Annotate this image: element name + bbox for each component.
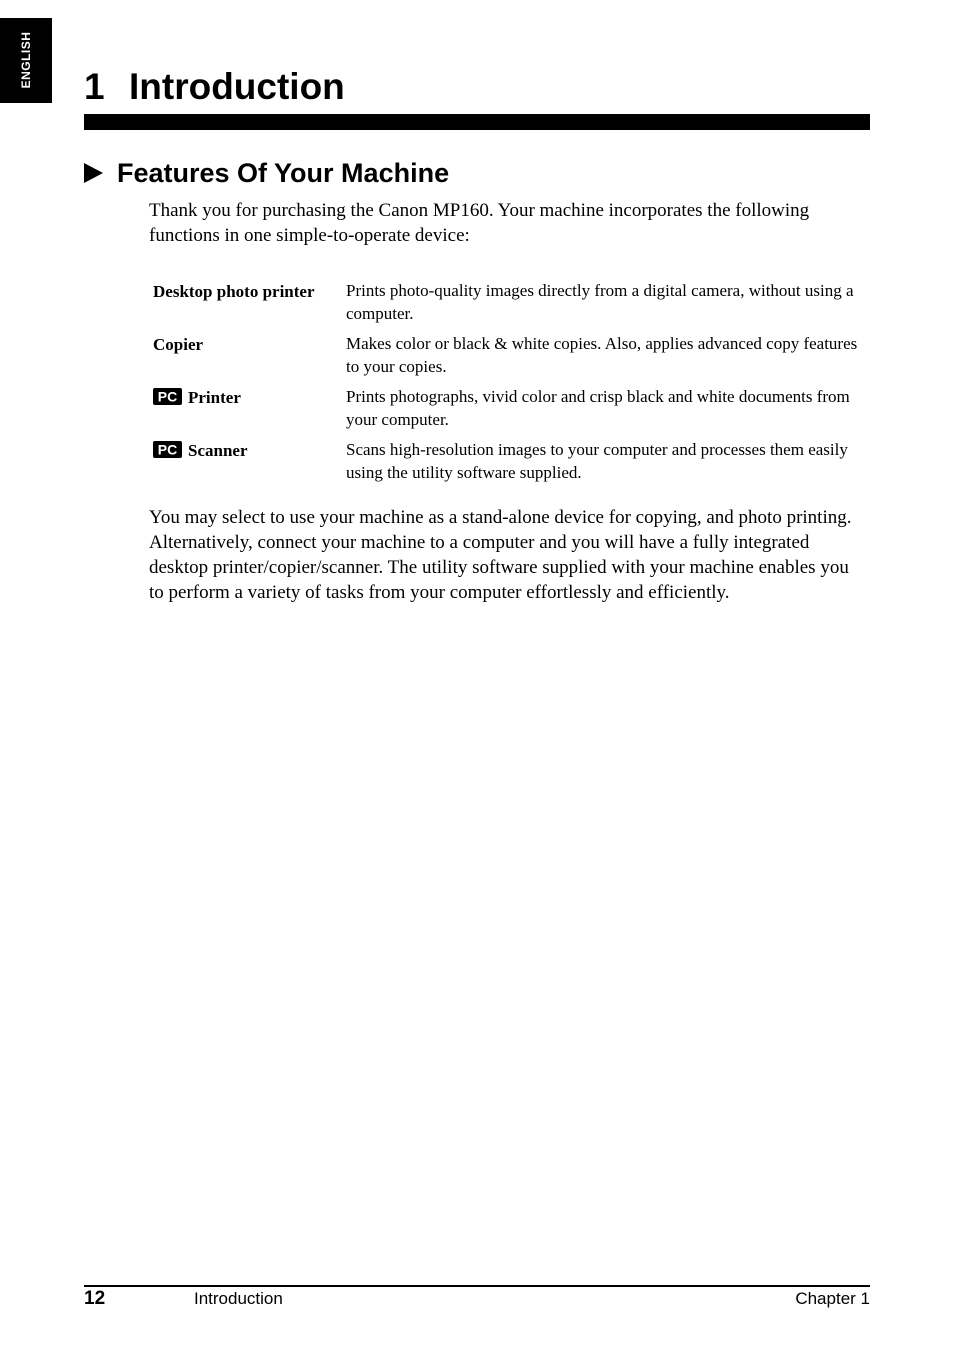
footer-chapter-label: Chapter 1 <box>795 1289 870 1308</box>
feature-name-text: Scanner <box>188 441 248 460</box>
pc-icon-label: PC <box>157 441 178 458</box>
feature-description: Prints photo-quality images directly from a digital camera, without using a computer. <box>346 281 854 323</box>
feature-row-copier <box>153 333 865 378</box>
title-rule <box>84 114 870 130</box>
page-number: 12 <box>84 1288 106 1309</box>
footer-rule <box>84 1285 870 1287</box>
section-heading-text: Features Of Your Machine <box>117 158 450 188</box>
section-heading <box>84 156 449 190</box>
outro-paragraph: You may select to use your machine as a stand-alone device for copying, and photo printing. Alternatively, connect your machine to a computer and you will have a fully integrated desktop printer/copier/scanner. The utility software supplied with your machine enables you to perform a variety of tasks from your computer effortlessly and efficiently. <box>149 507 852 603</box>
language-tab <box>0 18 52 103</box>
footer-section-title: Introduction <box>194 1289 283 1308</box>
feature-description: Scans high-resolution images to your computer and processes them easily using the utility software supplied. <box>346 440 848 482</box>
chapter-title <box>84 64 345 110</box>
feature-row-desktop-photo-printer <box>153 280 865 325</box>
pc-icon-label: PC <box>157 388 178 405</box>
feature-name <box>153 386 241 409</box>
language-tab-label: ENGLISH <box>19 31 33 89</box>
chapter-number: 1 <box>84 66 105 107</box>
feature-name-text: Desktop photo printer <box>153 282 315 301</box>
feature-name-text: Copier <box>153 335 204 354</box>
triangle-bullet-icon <box>84 163 103 183</box>
feature-row-printer <box>153 386 865 431</box>
feature-name-text: Printer <box>188 388 241 407</box>
feature-row-scanner <box>153 439 865 484</box>
feature-name <box>153 333 203 356</box>
feature-description: Prints photographs, vivid color and crisp black and white documents from your computer. <box>346 387 850 429</box>
chapter-title-text: Introduction <box>129 66 345 107</box>
pc-icon <box>153 441 182 458</box>
feature-name <box>153 439 248 462</box>
intro-paragraph: Thank you for purchasing the Canon MP160. Your machine incorporates the following functions in one simple-to-operate device: <box>149 200 810 246</box>
pc-icon <box>153 388 182 405</box>
feature-name <box>153 280 315 303</box>
feature-description: Makes color or black & white copies. Also, applies advanced copy features to your copies. <box>346 334 858 376</box>
features-list <box>153 280 865 492</box>
